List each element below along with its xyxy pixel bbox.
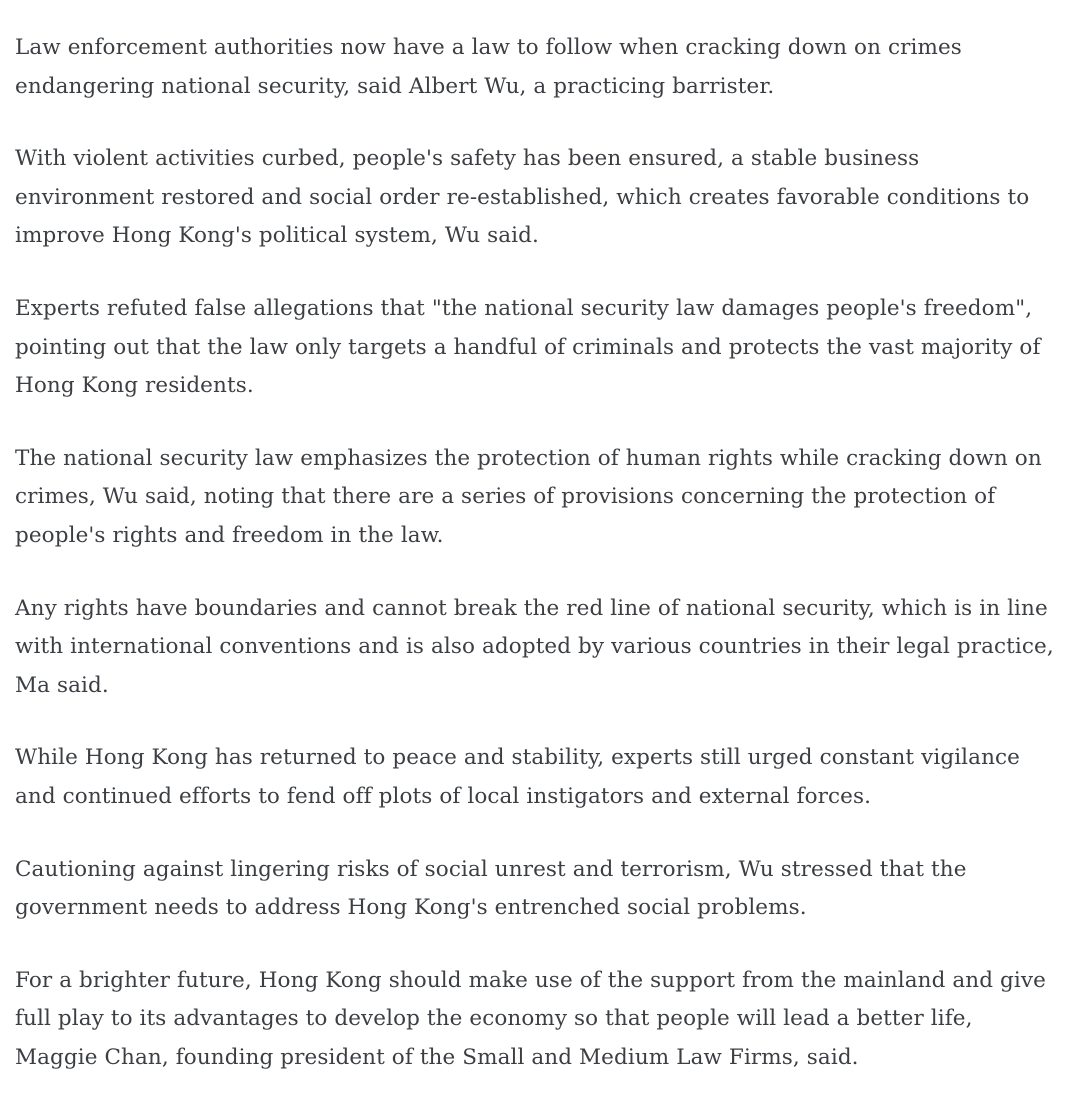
article-paragraph: While Hong Kong has returned to peace and stability, experts still urged constant vigilance and continued efforts to fend off plots of local instigators and external forces.	[15, 745, 1020, 809]
article-paragraph: Any rights have boundaries and cannot break the red line of national security, which is in line with international conventions and is also adopted by various countries in their legal practice, Ma said.	[15, 595, 1054, 698]
article-paragraph: For a brighter future, Hong Kong should make use of the support from the mainland and give full play to its advantages to develop the economy so that people will lead a better life, Maggie Chan, founding president of the Small and Medium Law Firms, said.	[15, 967, 1046, 1070]
article-paragraph: Experts refuted false allegations that "the national security law damages people's freedom", pointing out that the law only targets a handful of criminals and protects the vast majority of Hong Kong residents.	[15, 295, 1041, 399]
article-body	[15, 29, 1062, 1077]
article-paragraph: With violent activities curbed, people's safety has been ensured, a stable business environment restored and social order re-established, which creates favorable conditions to improve Hong Kong's political system, Wu said.	[15, 146, 1030, 249]
article-paragraph: Cautioning against lingering risks of social unrest and terrorism, Wu stressed that the government needs to address Hong Kong's entrenched social problems.	[15, 856, 967, 921]
article-paragraph: Law enforcement authorities now have a law to follow when cracking down on crimes endangering national security, said Albert Wu, a practicing barrister.	[15, 35, 962, 99]
article-paragraph: The national security law emphasizes the protection of human rights while cracking down on crimes, Wu said, noting that there are a series of provisions concerning the protection of people's rights and freedom in the law.	[15, 445, 1042, 548]
